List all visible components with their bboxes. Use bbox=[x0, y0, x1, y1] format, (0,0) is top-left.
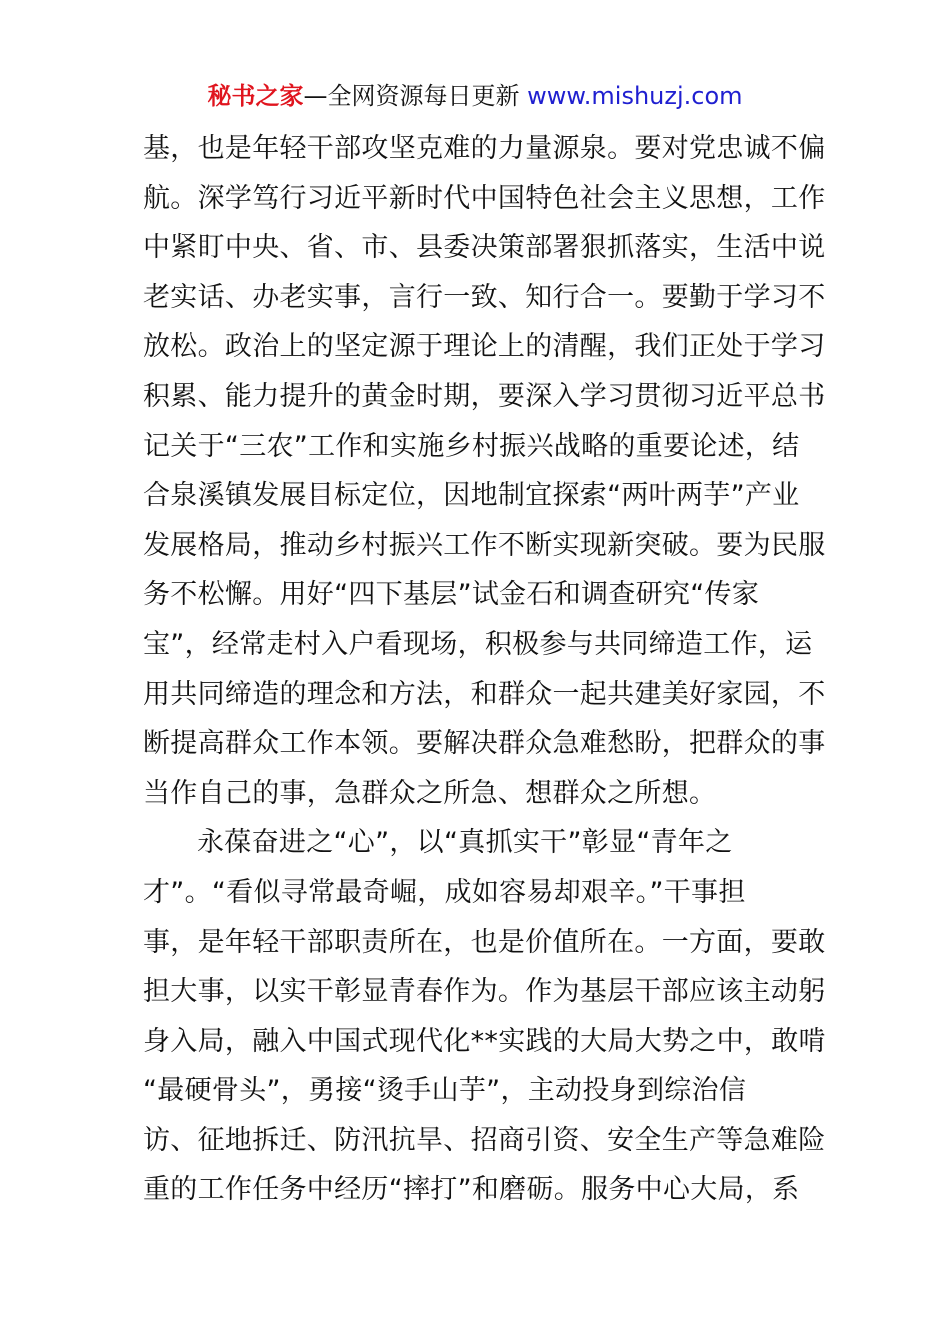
text-line: 航。深学笃行习近平新时代中国特色社会主义思想，工作 bbox=[143, 182, 826, 214]
text-line: 放松。政治上的坚定源于理论上的清醒，我们正处于学习 bbox=[143, 331, 826, 363]
text-line: 务不松懈。用好“四下基层”试金石和调查研究“传家 bbox=[143, 579, 760, 611]
text-line: 中紧盯中央、省、市、县委决策部署狠抓落实，生活中说 bbox=[143, 232, 826, 264]
document-body bbox=[143, 124, 826, 1215]
text-line: 基，也是年轻干部攻坚克难的力量源泉。要对党忠诚不偏 bbox=[143, 133, 826, 164]
text-line: 当作自己的事，急群众之所急、想群众之所想。 bbox=[143, 777, 717, 809]
text-line: 才”。“看似寻常最奇崛，成如容易却艰辛。”干事担 bbox=[143, 876, 746, 908]
text-line: 事，是年轻干部职责所在，也是价值所在。一方面，要敢 bbox=[143, 926, 826, 958]
text-line: “最硬骨头”，勇接“烫手山芋”，主动投身到综治信 bbox=[143, 1075, 747, 1107]
site-header bbox=[0, 79, 950, 113]
brand-name: 秘书之家 bbox=[207, 82, 304, 110]
text-line: 重的工作任务中经历“摔打”和磨砺。服务中心大局，系 bbox=[143, 1174, 800, 1206]
text-line: 老实话、办老实事，言行一致、知行合一。要勤于学习不 bbox=[143, 281, 826, 313]
text-line: 身入局，融入中国式现代化**实践的大局大势之中，敢啃 bbox=[143, 1025, 826, 1057]
text-line: 宝”，经常走村入户看现场，积极参与共同缔造工作，运 bbox=[143, 628, 813, 660]
text-line: 断提高群众工作本领。要解决群众急难愁盼，把群众的事 bbox=[143, 728, 826, 760]
text-line: 发展格局，推动乡村振兴工作不断实现新突破。要为民服 bbox=[143, 529, 826, 561]
text-line: 用共同缔造的理念和方法，和群众一起共建美好家园，不 bbox=[143, 678, 826, 710]
text-line: 合泉溪镇发展目标定位，因地制宜探索“两叶两芋”产业 bbox=[143, 480, 800, 512]
text-line: 积累、能力提升的黄金时期，要深入学习贯彻习近平总书 bbox=[143, 380, 826, 412]
header-tagline: —全网资源每日更新 bbox=[303, 82, 520, 110]
paragraph-start-line: 永葆奋进之“心”，以“真抓实干”彰显“青年之 bbox=[197, 827, 733, 859]
text-line: 担大事，以实干彰显青春作为。作为基层干部应该主动躬 bbox=[143, 976, 826, 1008]
text-line: 记关于“三农”工作和实施乡村振兴战略的重要论述，结 bbox=[143, 430, 800, 462]
text-line: 访、征地拆迁、防汛抗旱、招商引资、安全生产等急难险 bbox=[143, 1124, 826, 1156]
site-url: www.mishuzj.com bbox=[519, 82, 743, 110]
